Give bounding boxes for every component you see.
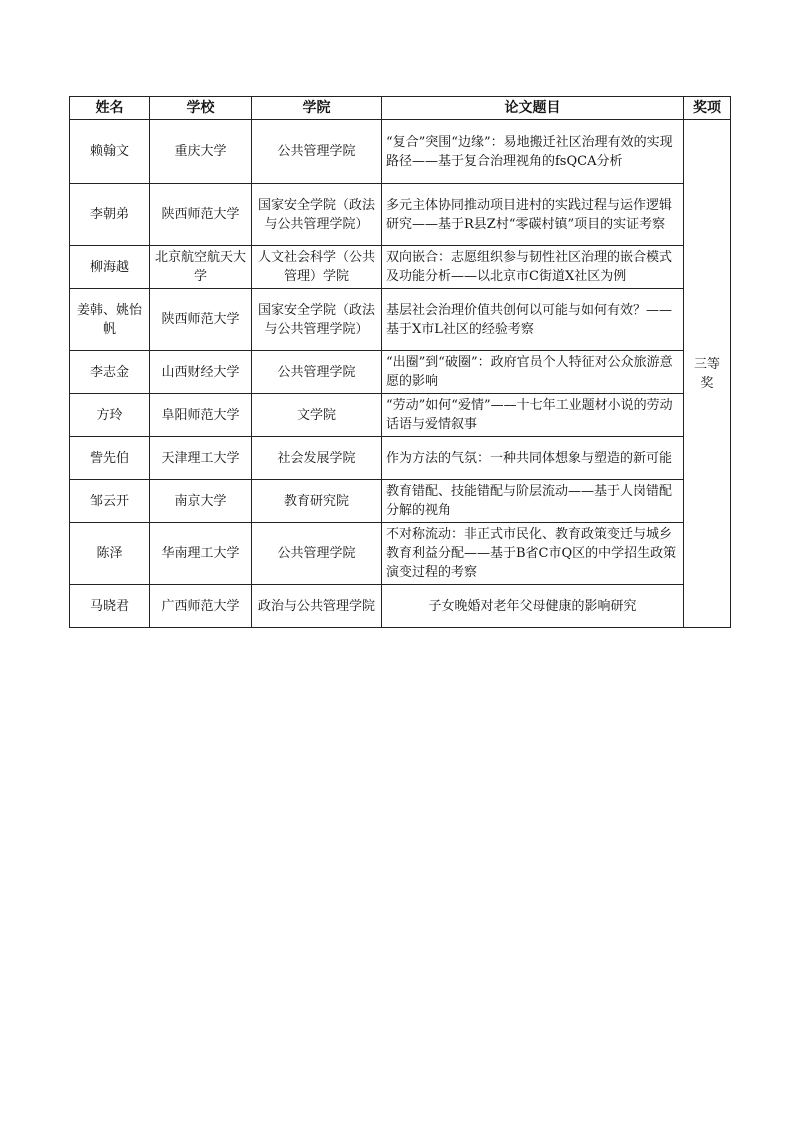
award-table	[69, 96, 731, 628]
table-row	[70, 480, 731, 523]
header-college: 学院	[252, 97, 382, 120]
cell-school: 阜阳师范大学	[150, 394, 252, 437]
header-school: 学校	[150, 97, 252, 120]
cell-school: 重庆大学	[150, 120, 252, 184]
header-name: 姓名	[70, 97, 150, 120]
cell-name: 姜韩、姚怡帆	[70, 289, 150, 351]
cell-college: 公共管理学院	[252, 523, 382, 585]
cell-name: 訾先伯	[70, 437, 150, 480]
award-label: 三等奖	[693, 356, 720, 391]
cell-title: “复合”突围“边缘”：易地搬迁社区治理有效的实现路径——基于复合治理视角的fsQCA分析	[382, 120, 684, 184]
cell-college: 教育研究院	[252, 480, 382, 523]
table-row	[70, 246, 731, 289]
table-row	[70, 120, 731, 184]
cell-college: 人文社会科学（公共管理）学院	[252, 246, 382, 289]
cell-school: 陕西师范大学	[150, 184, 252, 246]
table-header-row	[70, 97, 731, 120]
cell-college: 公共管理学院	[252, 351, 382, 394]
cell-school: 陕西师范大学	[150, 289, 252, 351]
cell-name: 陈泽	[70, 523, 150, 585]
cell-school: 天津理工大学	[150, 437, 252, 480]
cell-school: 华南理工大学	[150, 523, 252, 585]
cell-name: 方玲	[70, 394, 150, 437]
cell-college: 国家安全学院（政法与公共管理学院）	[252, 184, 382, 246]
cell-college: 政治与公共管理学院	[252, 585, 382, 628]
table-row	[70, 351, 731, 394]
cell-name: 赖翰文	[70, 120, 150, 184]
cell-title: 不对称流动：非正式市民化、教育政策变迁与城乡教育利益分配——基于B省C市Q区的中学招生政策演变过程的考察	[382, 523, 684, 585]
cell-title: 多元主体协同推动项目进村的实践过程与运作逻辑研究——基于R县Z村“零碳村镇”项目的实证考察	[382, 184, 684, 246]
cell-title: 子女晚婚对老年父母健康的影响研究	[382, 585, 684, 628]
table-row	[70, 437, 731, 480]
cell-title: “出圈”到“破圈”：政府官员个人特征对公众旅游意愿的影响	[382, 351, 684, 394]
cell-title: “劳动”如何“爱情”——十七年工业题材小说的劳动话语与爱情叙事	[382, 394, 684, 437]
cell-school: 广西师范大学	[150, 585, 252, 628]
cell-school: 南京大学	[150, 480, 252, 523]
cell-name: 邹云开	[70, 480, 150, 523]
cell-name: 李朝弟	[70, 184, 150, 246]
cell-name: 柳海越	[70, 246, 150, 289]
cell-college: 社会发展学院	[252, 437, 382, 480]
table-row	[70, 289, 731, 351]
cell-name: 李志金	[70, 351, 150, 394]
cell-name: 马晓君	[70, 585, 150, 628]
cell-title: 双向嵌合：志愿组织参与韧性社区治理的嵌合模式及功能分析——以北京市C街道X社区为例	[382, 246, 684, 289]
cell-title: 作为方法的气氛：一种共同体想象与塑造的新可能	[382, 437, 684, 480]
table-row	[70, 585, 731, 628]
table-row	[70, 184, 731, 246]
table-row	[70, 523, 731, 585]
header-award: 奖项	[684, 97, 731, 120]
cell-school: 山西财经大学	[150, 351, 252, 394]
cell-award	[684, 120, 731, 628]
cell-title: 基层社会治理价值共创何以可能与如何有效？——基于X市L社区的经验考察	[382, 289, 684, 351]
cell-school: 北京航空航天大学	[150, 246, 252, 289]
cell-college: 公共管理学院	[252, 120, 382, 184]
cell-title: 教育错配、技能错配与阶层流动——基于人岗错配分解的视角	[382, 480, 684, 523]
header-title: 论文题目	[382, 97, 684, 120]
table-row	[70, 394, 731, 437]
cell-college: 国家安全学院（政法与公共管理学院）	[252, 289, 382, 351]
cell-college: 文学院	[252, 394, 382, 437]
